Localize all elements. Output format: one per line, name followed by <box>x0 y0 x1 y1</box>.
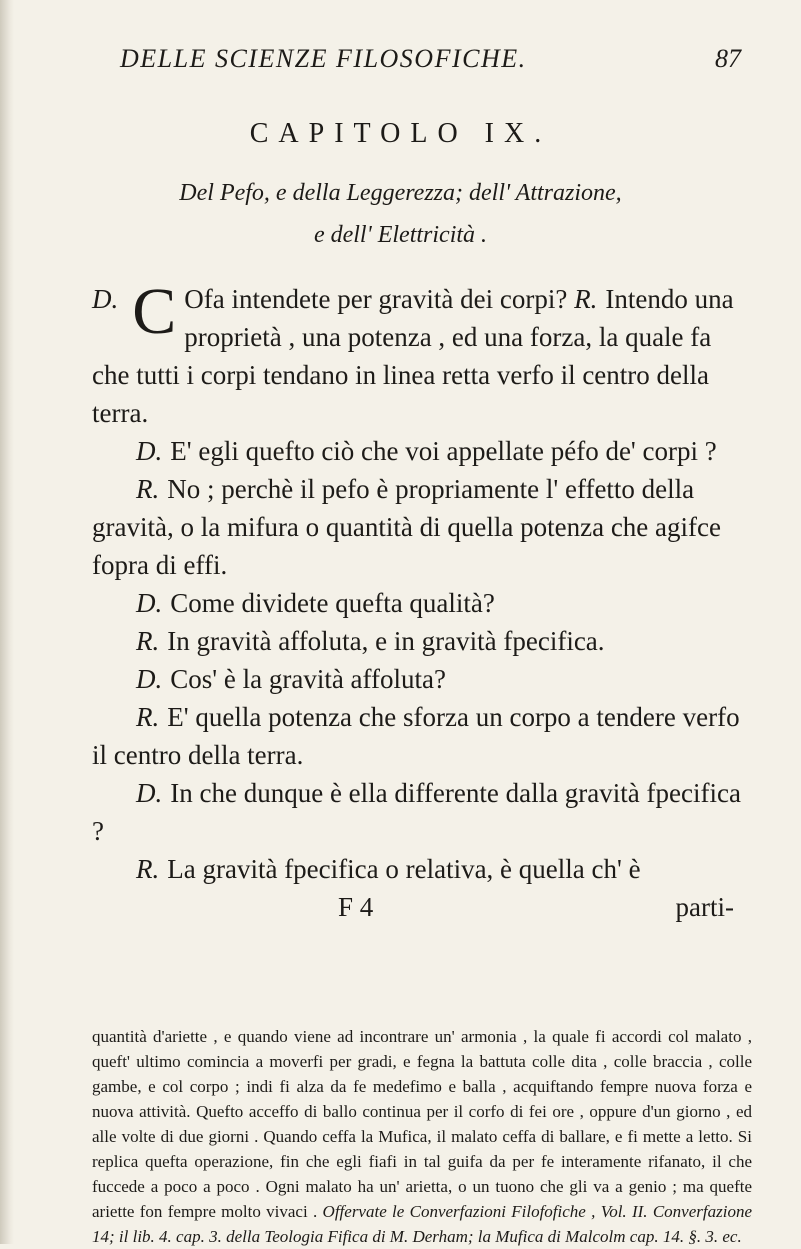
chapter-subtitle-line2: e dell' Elettricità . <box>313 222 488 248</box>
speaker-label: D. <box>136 588 163 618</box>
answer-4 <box>92 698 752 774</box>
answer-5 <box>92 850 752 888</box>
speaker-label: R. <box>574 284 598 314</box>
question-text: In che dunque è ella differente dalla gravità fpecifica ? <box>92 778 741 846</box>
catchword: parti- <box>675 892 734 922</box>
speaker-label: D. <box>136 778 163 808</box>
answer-3 <box>92 622 752 660</box>
footnote <box>92 1024 752 1249</box>
speaker-label: R. <box>136 626 160 656</box>
answer-text: Intendo una proprietà , una potenza , ed una forza, la quale fa che tutti i corpi tendano in linea retta verfo il centro della terra. <box>92 284 734 428</box>
drop-cap: C <box>132 275 177 348</box>
footnote-body: quantità d'ariette , e quando viene ad incontrare un' armonia , la quale fi accordi col malato , queft' ultimo comincia a moverfi per gradi, e fegna la battuta colle dita , colle braccia , colle gambe, e col corpo ; indi fi alza da fe medefimo e balla , acquiftando fempre nuova forza e nuova attività. Quefto acceffo di ballo continua per il corfo di fei ore , oppure d'un giorno , ed alle volte di due giorni . Quando ceffa la Mufica, il malato ceffa di ballare, e fi mette a letto. Si replica quefta operazione, fin che egli fiafi in tal guifa da per fe interamente rifanato, il che fuccede a poco a poco . Ogni malato ha un' arietta, o un tuono che gli va a genio ; ma quefte ariette fon fempre molto vivaci . <box>92 1027 752 1221</box>
signature-mark: F 4 <box>338 892 374 922</box>
footnote-reference: Offervate le Converfazioni Filofofiche , Vol. II. Converfazione 14; il lib. 4. cap. 3. della Teologia Fifica di M. Derham; la Mufica di Malcolm cap. 14. §. 3. ec. <box>92 1202 752 1246</box>
signature-line <box>92 888 752 926</box>
answer-text: In gravità affoluta, e in gravità fpecifica. <box>167 626 605 656</box>
answer-text: La gravità fpecifica o relativa, è quella ch' è <box>167 854 641 884</box>
running-title: DELLE SCIENZE FILOSOFICHE. <box>120 44 527 73</box>
page-header <box>0 44 801 84</box>
answer-2 <box>92 470 752 584</box>
speaker-label: D. <box>92 284 119 314</box>
chapter-title: CAPITOLO IX. <box>249 118 552 149</box>
footnote-text <box>92 1024 752 1249</box>
question-5 <box>92 774 752 850</box>
speaker-label: D. <box>136 436 163 466</box>
chapter-subtitle-line1: Del Pefo, e della Leggerezza; dell' Attrazione, <box>179 180 622 206</box>
question-text: Cos' è la gravità affoluta? <box>170 664 447 694</box>
question-4 <box>92 660 752 698</box>
speaker-label: D. <box>136 664 163 694</box>
speaker-label: R. <box>136 474 160 504</box>
speaker-label: R. <box>136 702 160 732</box>
speaker-label: R. <box>136 854 160 884</box>
question-2 <box>92 432 752 470</box>
question-text: Come dividete quefta qualità? <box>170 588 495 618</box>
answer-text: No ; perchè il pefo è propriamente l' effetto della gravità, o la mifura o quantità di quella potenza che agifce fopra di effi. <box>92 474 721 580</box>
question-text: E' egli quefto ciò che voi appellate péfo de' corpi ? <box>170 436 717 466</box>
question-3 <box>92 584 752 622</box>
question-text: Ofa intendete per gravità dei corpi? <box>184 284 568 314</box>
dialogue-body <box>92 275 752 926</box>
answer-text: E' quella potenza che sforza un corpo a tendere verfo il centro della terra. <box>92 702 740 770</box>
question-1 <box>92 275 752 432</box>
page-number: 87 <box>715 44 741 73</box>
